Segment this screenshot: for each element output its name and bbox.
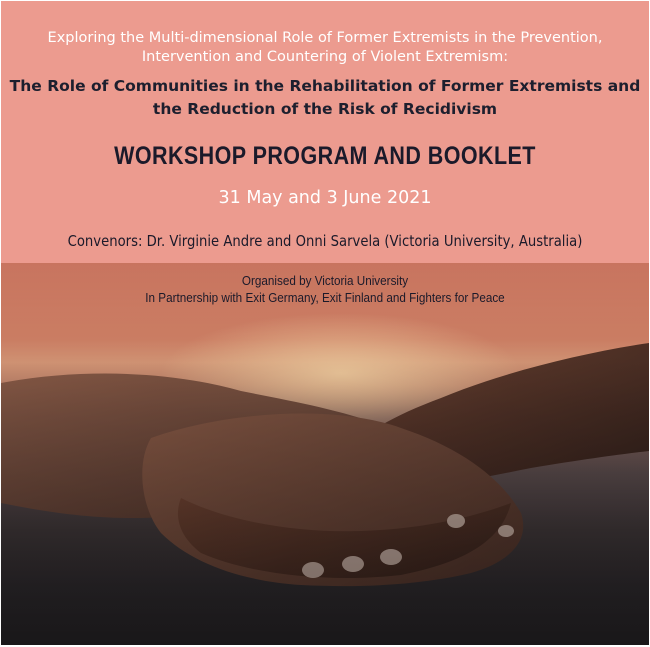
photo-shade [1, 263, 649, 645]
booklet-cover [1, 1, 649, 645]
workshop-dates: 31 May and 3 June 2021 [218, 188, 432, 208]
cover-subtitle [1, 29, 649, 67]
cover-title [1, 75, 649, 121]
clasped-hands-photo [1, 263, 649, 645]
organiser-block [33, 272, 616, 306]
header-panel [1, 1, 649, 263]
partners-line: In Partnership with Exit Germany, Exit Finland and Fighters for Peace [145, 290, 505, 305]
workshop-heading: WORKSHOP PROGRAM AND BOOKLET [114, 142, 536, 170]
hands-illustration [1, 263, 649, 645]
subtitle-line-1: Exploring the Multi-dimensional Role of Former Extremists in the Prevention, [47, 30, 603, 46]
title-line-1: The Role of Communities in the Rehabilitation of Former Extremists and [9, 77, 641, 95]
organiser-line: Organised by Victoria University [241, 273, 409, 288]
subtitle-line-2: Intervention and Countering of Violent Extremism: [141, 49, 509, 65]
title-line-2: the Reduction of the Risk of Recidivism [152, 100, 498, 118]
convenors-line: Convenors: Dr. Virginie Andre and Onni Sarvela (Victoria University, Australia) [67, 232, 583, 250]
